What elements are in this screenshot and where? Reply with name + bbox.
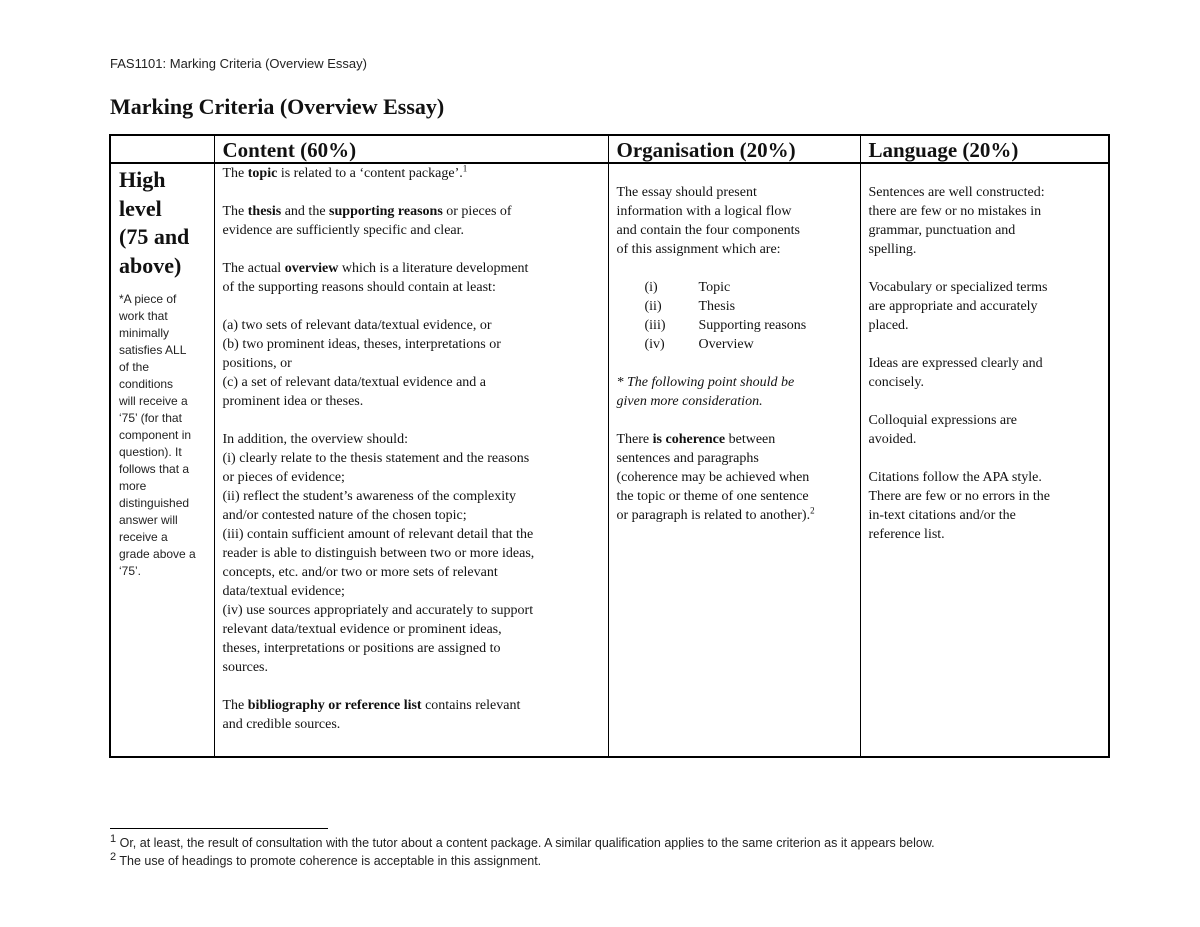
addition-line: concepts, etc. and/or two or more sets of relevant xyxy=(222,565,498,580)
addition-line: In addition, the overview should: xyxy=(222,432,408,447)
lang-line: Ideas are expressed clearly and xyxy=(868,356,1043,371)
level-note-line: will receive a xyxy=(119,394,188,408)
lang-line: grammar, punctuation and xyxy=(868,223,1016,238)
option-line: prominent idea or theses. xyxy=(222,394,364,409)
footnote xyxy=(110,852,1090,870)
level-note xyxy=(119,291,206,580)
text: which is a literature development xyxy=(338,261,529,276)
component-label: Supporting reasons xyxy=(698,318,807,333)
lang-line: are appropriate and accurately xyxy=(868,299,1038,314)
addition-line: sources. xyxy=(222,660,268,675)
level-note-line: satisfies ALL xyxy=(119,343,187,357)
level-cell xyxy=(110,163,214,757)
lang-line: there are few or no mistakes in xyxy=(868,204,1042,219)
coherence-line: the topic or theme of one sentence xyxy=(616,489,809,504)
footnote-number: 2 xyxy=(110,850,117,863)
component-label: Topic xyxy=(698,280,731,295)
lang-line: concisely. xyxy=(868,375,924,390)
thesis-criterion-line: evidence are sufficiently specific and clear. xyxy=(222,223,465,238)
footnote-ref: 1 xyxy=(462,163,468,174)
lang-line: Sentences are well constructed: xyxy=(868,185,1045,200)
overview-criterion xyxy=(223,259,600,278)
coherence-line xyxy=(617,506,852,525)
text: or pieces of xyxy=(442,204,512,219)
text: between xyxy=(725,432,776,447)
footnote-number: 1 xyxy=(110,832,117,845)
header-content: Content (60%) xyxy=(214,135,608,163)
text: is related to a ‘content package’. xyxy=(277,166,463,181)
italic-note: given more consideration. xyxy=(616,394,763,409)
footnote-text: The use of headings to promote coherence is acceptable in this assignment. xyxy=(116,854,542,868)
coherence-line: sentences and paragraphs xyxy=(616,451,759,466)
lang-line: placed. xyxy=(868,318,909,333)
footnote-ref: 2 xyxy=(810,505,815,516)
lang-line: Citations follow the APA style. xyxy=(868,470,1042,485)
level-note-line: receive a xyxy=(119,530,168,544)
lang-line: avoided. xyxy=(868,432,917,447)
lang-line: in-text citations and/or the xyxy=(868,508,1016,523)
italic-note: * The following point should be xyxy=(616,375,795,390)
org-intro-line: and contain the four components xyxy=(616,223,801,238)
level-note-line: minimally xyxy=(119,326,170,340)
addition-line: (iii) contain sufficient amount of relevant detail that the xyxy=(222,527,534,542)
thesis-criterion xyxy=(223,202,600,221)
level-note-line: work that xyxy=(119,309,168,323)
org-intro-line: The essay should present xyxy=(616,185,757,200)
footnote xyxy=(110,834,1090,852)
level-title-line: (75 and xyxy=(119,224,190,249)
bold-term: supporting reasons xyxy=(329,204,443,219)
component-item xyxy=(617,297,852,316)
bold-term: is coherence xyxy=(652,432,726,447)
addition-line: (iv) use sources appropriately and accurately to support xyxy=(222,603,534,618)
option-line: (a) two sets of relevant data/textual evidence, or xyxy=(222,318,492,333)
level-note-line: of the xyxy=(119,360,150,374)
text: and the xyxy=(281,204,330,219)
level-note-line: *A piece of xyxy=(119,292,177,306)
marking-criteria-table xyxy=(109,134,1110,758)
bibliography-criterion xyxy=(223,696,600,715)
text: The xyxy=(222,698,248,713)
level-note-line: more xyxy=(119,479,147,493)
lang-line: reference list. xyxy=(868,527,945,542)
org-note-line xyxy=(617,373,852,392)
coherence-line: (coherence may be achieved when xyxy=(616,470,810,485)
text: The xyxy=(222,204,248,219)
footnote-text: Or, at least, the result of consultation with the tutor about a content package. A similar qualification applies to the same criterion as it appears below. xyxy=(116,836,935,850)
text: contains relevant xyxy=(421,698,521,713)
bold-term: bibliography or reference list xyxy=(247,698,422,713)
footnotes xyxy=(110,828,1090,870)
running-header: FAS1101: Marking Criteria (Overview Essay) xyxy=(110,56,367,71)
addition-line: and/or contested nature of the chosen topic; xyxy=(222,508,467,523)
level-note-line: grade above a xyxy=(119,547,196,561)
option-line: (c) a set of relevant data/textual evidence and a xyxy=(222,375,487,390)
level-note-line: distinguished xyxy=(119,496,190,510)
lang-line: There are few or no errors in the xyxy=(868,489,1051,504)
addition-line: (i) clearly relate to the thesis statement and the reasons xyxy=(222,451,530,466)
component-num: (iii) xyxy=(644,318,666,333)
level-note-line: conditions xyxy=(119,377,174,391)
level-title-line: above) xyxy=(119,252,182,278)
component-item xyxy=(617,335,852,354)
table-header-row xyxy=(110,135,1109,163)
text: The xyxy=(222,166,248,181)
level-note-line: component in xyxy=(119,428,192,442)
org-intro-line: information with a logical flow xyxy=(616,204,792,219)
component-label: Thesis xyxy=(698,299,736,314)
header-empty-cell xyxy=(110,135,214,163)
addition-line: or pieces of evidence; xyxy=(222,470,345,485)
org-intro-line: of this assignment which are: xyxy=(616,242,781,257)
language-cell xyxy=(860,163,1109,757)
text: or paragraph is related to another). xyxy=(616,508,811,523)
addition-line: reader is able to distinguish between two or more ideas, xyxy=(222,546,535,561)
level-note-line: ‘75’ (for that xyxy=(119,411,182,425)
addition-line: (ii) reflect the student’s awareness of the complexity xyxy=(222,489,517,504)
topic-criterion xyxy=(223,164,600,183)
level-title-line: High xyxy=(119,167,166,192)
bold-term: overview xyxy=(284,261,339,276)
addition-line: relevant data/textual evidence or prominent ideas, xyxy=(222,622,502,637)
component-label: Overview xyxy=(698,337,754,352)
coherence-criterion xyxy=(617,430,852,449)
level-note-line: answer will xyxy=(119,513,178,527)
content-cell xyxy=(214,163,608,757)
lang-line: Vocabulary or specialized terms xyxy=(868,280,1048,295)
lang-line: spelling. xyxy=(868,242,917,257)
overview-criterion-line: of the supporting reasons should contain at least: xyxy=(222,280,496,295)
option-line: (b) two prominent ideas, theses, interpretations or xyxy=(222,337,501,352)
text: The actual xyxy=(222,261,285,276)
component-item xyxy=(617,316,852,335)
text: There xyxy=(616,432,653,447)
lang-line: Colloquial expressions are xyxy=(868,413,1018,428)
level-note-line: follows that a xyxy=(119,462,190,476)
addition-line: theses, interpretations or positions are assigned to xyxy=(222,641,501,656)
component-item xyxy=(617,278,852,297)
footnote-separator xyxy=(110,828,328,829)
table-row-high-level xyxy=(110,163,1109,757)
component-num: (iv) xyxy=(644,337,665,352)
level-note-line: question). It xyxy=(119,445,182,459)
component-num: (i) xyxy=(644,280,658,295)
header-language: Language (20%) xyxy=(860,135,1109,163)
addition-line: data/textual evidence; xyxy=(222,584,345,599)
org-note-line xyxy=(617,392,852,411)
page-title: Marking Criteria (Overview Essay) xyxy=(110,94,445,119)
option-line: positions, or xyxy=(222,356,292,371)
level-title-line: level xyxy=(119,195,162,221)
bibliography-criterion-line: and credible sources. xyxy=(222,717,341,732)
header-organisation: Organisation (20%) xyxy=(608,135,860,163)
level-note-line: ‘75’. xyxy=(119,564,142,578)
level-title xyxy=(119,166,206,280)
organisation-cell xyxy=(608,163,860,757)
bold-term: topic xyxy=(247,166,278,181)
bold-term: thesis xyxy=(247,204,282,219)
component-num: (ii) xyxy=(644,299,662,314)
